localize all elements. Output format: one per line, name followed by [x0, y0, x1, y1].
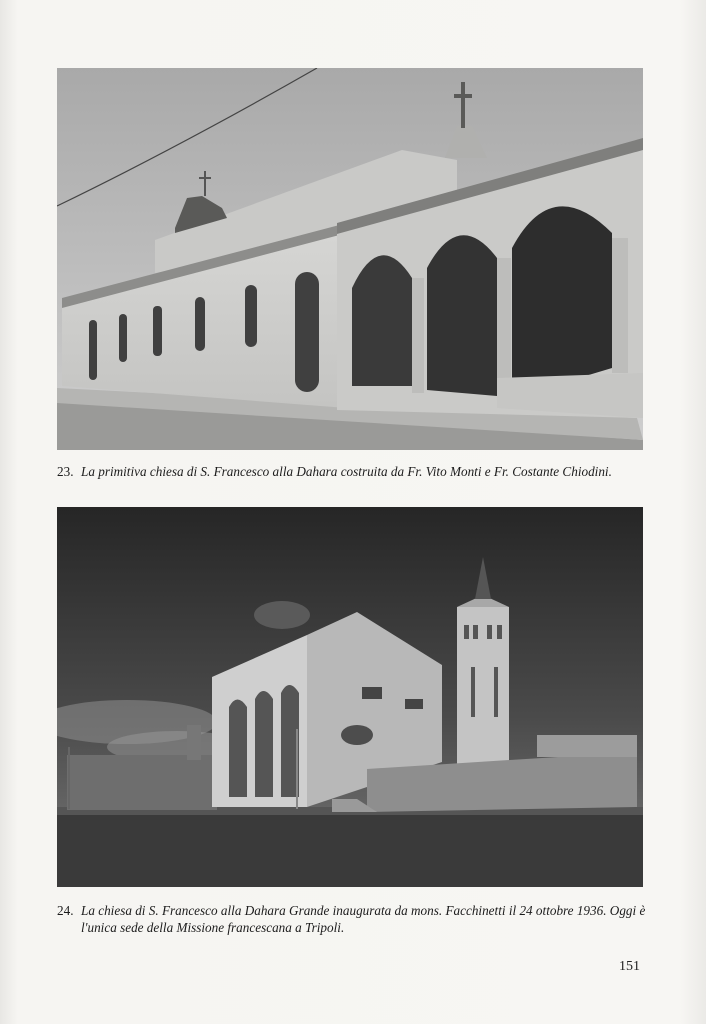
figure-number: 23.: [57, 464, 74, 479]
figure-caption-23: [57, 463, 647, 480]
figure-caption-24: [57, 902, 647, 936]
photo-new-church: [57, 507, 643, 887]
photo-primitive-church: [57, 68, 643, 450]
figure-caption-text: La chiesa di S. Francesco alla Dahara Grande inaugurata da mons. Facchinetti il 24 ottobre 1936. Oggi è l'unica sede della Missione francescana a Tripoli.: [81, 903, 646, 935]
page-number: 151: [619, 959, 640, 974]
figure-caption-text: La primitiva chiesa di S. Francesco alla Dahara costruita da Fr. Vito Monti e Fr. Costante Chiodini.: [81, 464, 612, 479]
figure-number: 24.: [57, 903, 74, 918]
